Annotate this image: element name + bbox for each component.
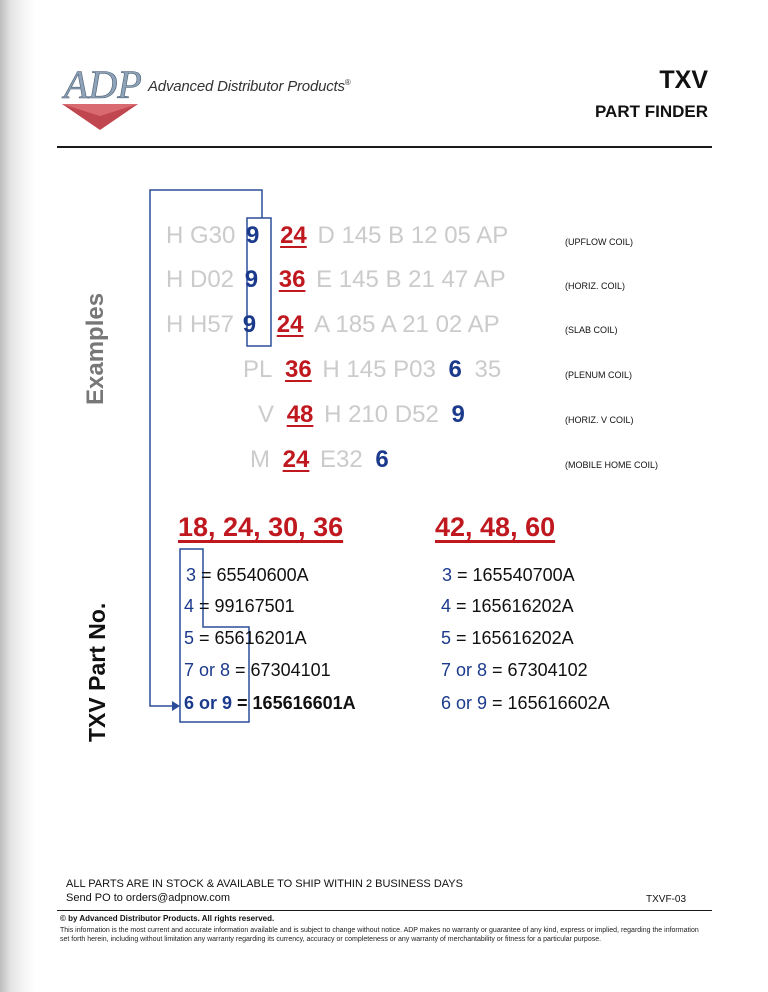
example-row: M 24 E32 6 bbox=[250, 446, 389, 473]
part-number-row-highlighted: 6 or 9 = 165616601A bbox=[184, 693, 356, 713]
tonnage-header-large: 42, 48, 60 bbox=[435, 512, 556, 542]
page-title: TXV bbox=[659, 66, 708, 94]
part-number-row: 4 = 165616202A bbox=[441, 596, 574, 616]
part-number-row: 6 or 9 = 165616602A bbox=[441, 693, 610, 713]
example-note: (PLENUM COIL) bbox=[565, 370, 633, 380]
part-number-row: 5 = 165616202A bbox=[441, 628, 574, 648]
example-row: H H57 9 24 A 185 A 21 02 AP bbox=[166, 311, 500, 338]
example-row: PL 36 H 145 P03 6 35 bbox=[243, 356, 502, 383]
part-number-row: 7 or 8 = 67304102 bbox=[441, 660, 588, 680]
part-no-label: TXV Part No. bbox=[84, 602, 110, 742]
part-number-row: 5 = 65616201A bbox=[184, 628, 307, 648]
part-number-row: 7 or 8 = 67304101 bbox=[184, 660, 331, 680]
brand-name: Advanced Distributor Products® bbox=[148, 78, 351, 95]
part-number-row: 4 = 99167501 bbox=[184, 596, 295, 616]
copyright: © by Advanced Distributor Products. All rights reserved. bbox=[60, 914, 275, 923]
document-code: TXVF-03 bbox=[646, 894, 687, 905]
disclaimer: This information is the most current and accurate information available and is subject to change without notice. ADP makes no warranty or guarantee of any kind, express or implied, regarding the information set forth herein, including without limitation any warranty regarding its currency, accuracy or completeness or any warranty of merchantability or fitness for a particular purpose. bbox=[60, 927, 699, 943]
example-note: (HORIZ. V COIL) bbox=[565, 415, 634, 425]
page-subtitle: PART FINDER bbox=[594, 102, 708, 121]
tonnage-header-small: 18, 24, 30, 36 bbox=[178, 512, 344, 542]
po-email[interactable]: Send PO to orders@adpnow.com bbox=[66, 892, 231, 904]
logo-letters: ADP bbox=[64, 62, 142, 107]
example-note: (HORIZ. COIL) bbox=[565, 281, 625, 291]
example-row: V 48 H 210 D52 9 bbox=[258, 401, 465, 428]
example-row: H D02 9 36 E 145 B 21 47 AP bbox=[166, 266, 506, 293]
stock-notice: ALL PARTS ARE IN STOCK & AVAILABLE TO SHIP WITHIN 2 BUSINESS DAYS bbox=[66, 878, 463, 890]
example-row: H G30 9 24 D 145 B 12 05 AP bbox=[166, 222, 509, 249]
footer-divider bbox=[57, 910, 712, 911]
part-number-row: 3 = 65540600A bbox=[186, 565, 309, 585]
example-note: (UPFLOW COIL) bbox=[565, 237, 634, 247]
example-note: (SLAB COIL) bbox=[565, 325, 618, 335]
part-number-row: 3 = 165540700A bbox=[442, 565, 575, 585]
example-note: (MOBILE HOME COIL) bbox=[565, 460, 659, 470]
examples-label: Examples bbox=[82, 292, 109, 405]
